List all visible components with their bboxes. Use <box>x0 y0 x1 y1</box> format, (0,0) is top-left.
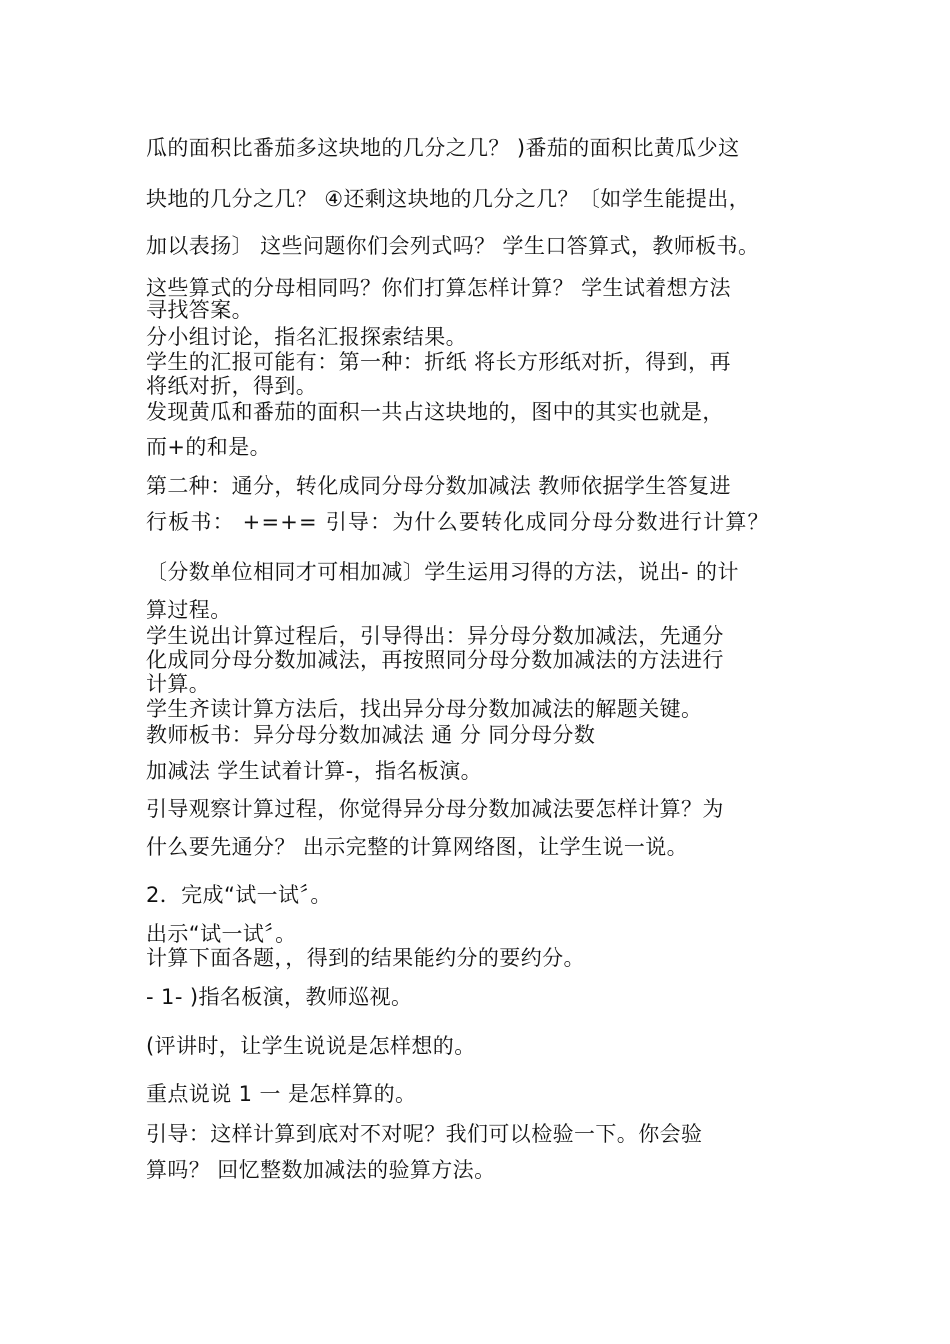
text-line: 这些算式的分母相同吗？你们打算怎样计算？ 学生试着想方法 <box>146 276 731 300</box>
text-line: (评讲时，让学生说说是怎样想的。 <box>146 1034 476 1058</box>
text-line: 学生齐读计算方法后，找出异分母分数加减法的解题关键。 <box>146 697 703 721</box>
text-line: 出示“试一试〞。 <box>146 922 297 946</box>
text-line: 行板书： +=+= 引导：为什么要转化成同分母分数进行计算？ <box>146 510 770 534</box>
text-line: 什么要先通分？ 出示完整的计算网络图，让学生说一说。 <box>146 835 689 859</box>
text-line: 计算。 <box>146 672 211 696</box>
text-line: 而+的和是。 <box>146 435 271 459</box>
text-line: 教师板书：异分母分数加减法 通 分 同分母分数 <box>146 723 596 747</box>
text-line: 加以表扬〕 这些问题你们会列式吗？ 学生口答算式，教师板书。 <box>146 234 760 258</box>
text-line: - 1- )指名板演，教师巡视。 <box>146 985 413 1009</box>
text-line: 算吗？ 回忆整数加减法的验算方法。 <box>146 1158 496 1182</box>
text-line: 瓜的面积比番茄多这块地的几分之几？ )番茄的面积比黄瓜少这 <box>146 136 740 160</box>
text-line: 将纸对折，得到。 <box>146 374 318 398</box>
text-line: 加减法 学生试着计算-，指名板演。 <box>146 759 483 783</box>
text-line: 引导观察计算过程，你觉得异分母分数加减法要怎样计算？为 <box>146 797 724 821</box>
text-line: 发现黄瓜和番茄的面积一共占这块地的，图中的其实也就是， <box>146 400 724 424</box>
text-line: 学生的汇报可能有：第一种：折纸 将长方形纸对折，得到，再 <box>146 350 731 374</box>
text-line: 学生说出计算过程后，引导得出：异分母分数加减法，先通分 <box>146 624 724 648</box>
text-line: 〔分数单位相同才可相加减〕学生运用习得的方法，说出- 的计 <box>146 560 739 584</box>
text-line: 块地的几分之几？ ④还剩这块地的几分之几？〔如学生能提出， <box>146 187 751 211</box>
text-line: 算过程。 <box>146 598 232 622</box>
text-line: 重点说说 1 一 是怎样算的。 <box>146 1082 417 1106</box>
text-line: 化成同分母分数加减法，再按照同分母分数加减法的方法进行 <box>146 648 724 672</box>
text-line: 计算下面各题，，得到的结果能约分的要约分。 <box>146 946 585 970</box>
text-line: 第二种：通分，转化成同分母分数加减法 教师依据学生答复进 <box>146 474 731 498</box>
text-line: 引导：这样计算到底对不对呢？我们可以检验一下。你会验 <box>146 1122 703 1146</box>
text-line: 分小组讨论，指名汇报探索结果。 <box>146 325 467 349</box>
text-line: 2．完成“试一试〞。 <box>146 883 332 907</box>
text-line: 寻找答案。 <box>146 298 253 322</box>
